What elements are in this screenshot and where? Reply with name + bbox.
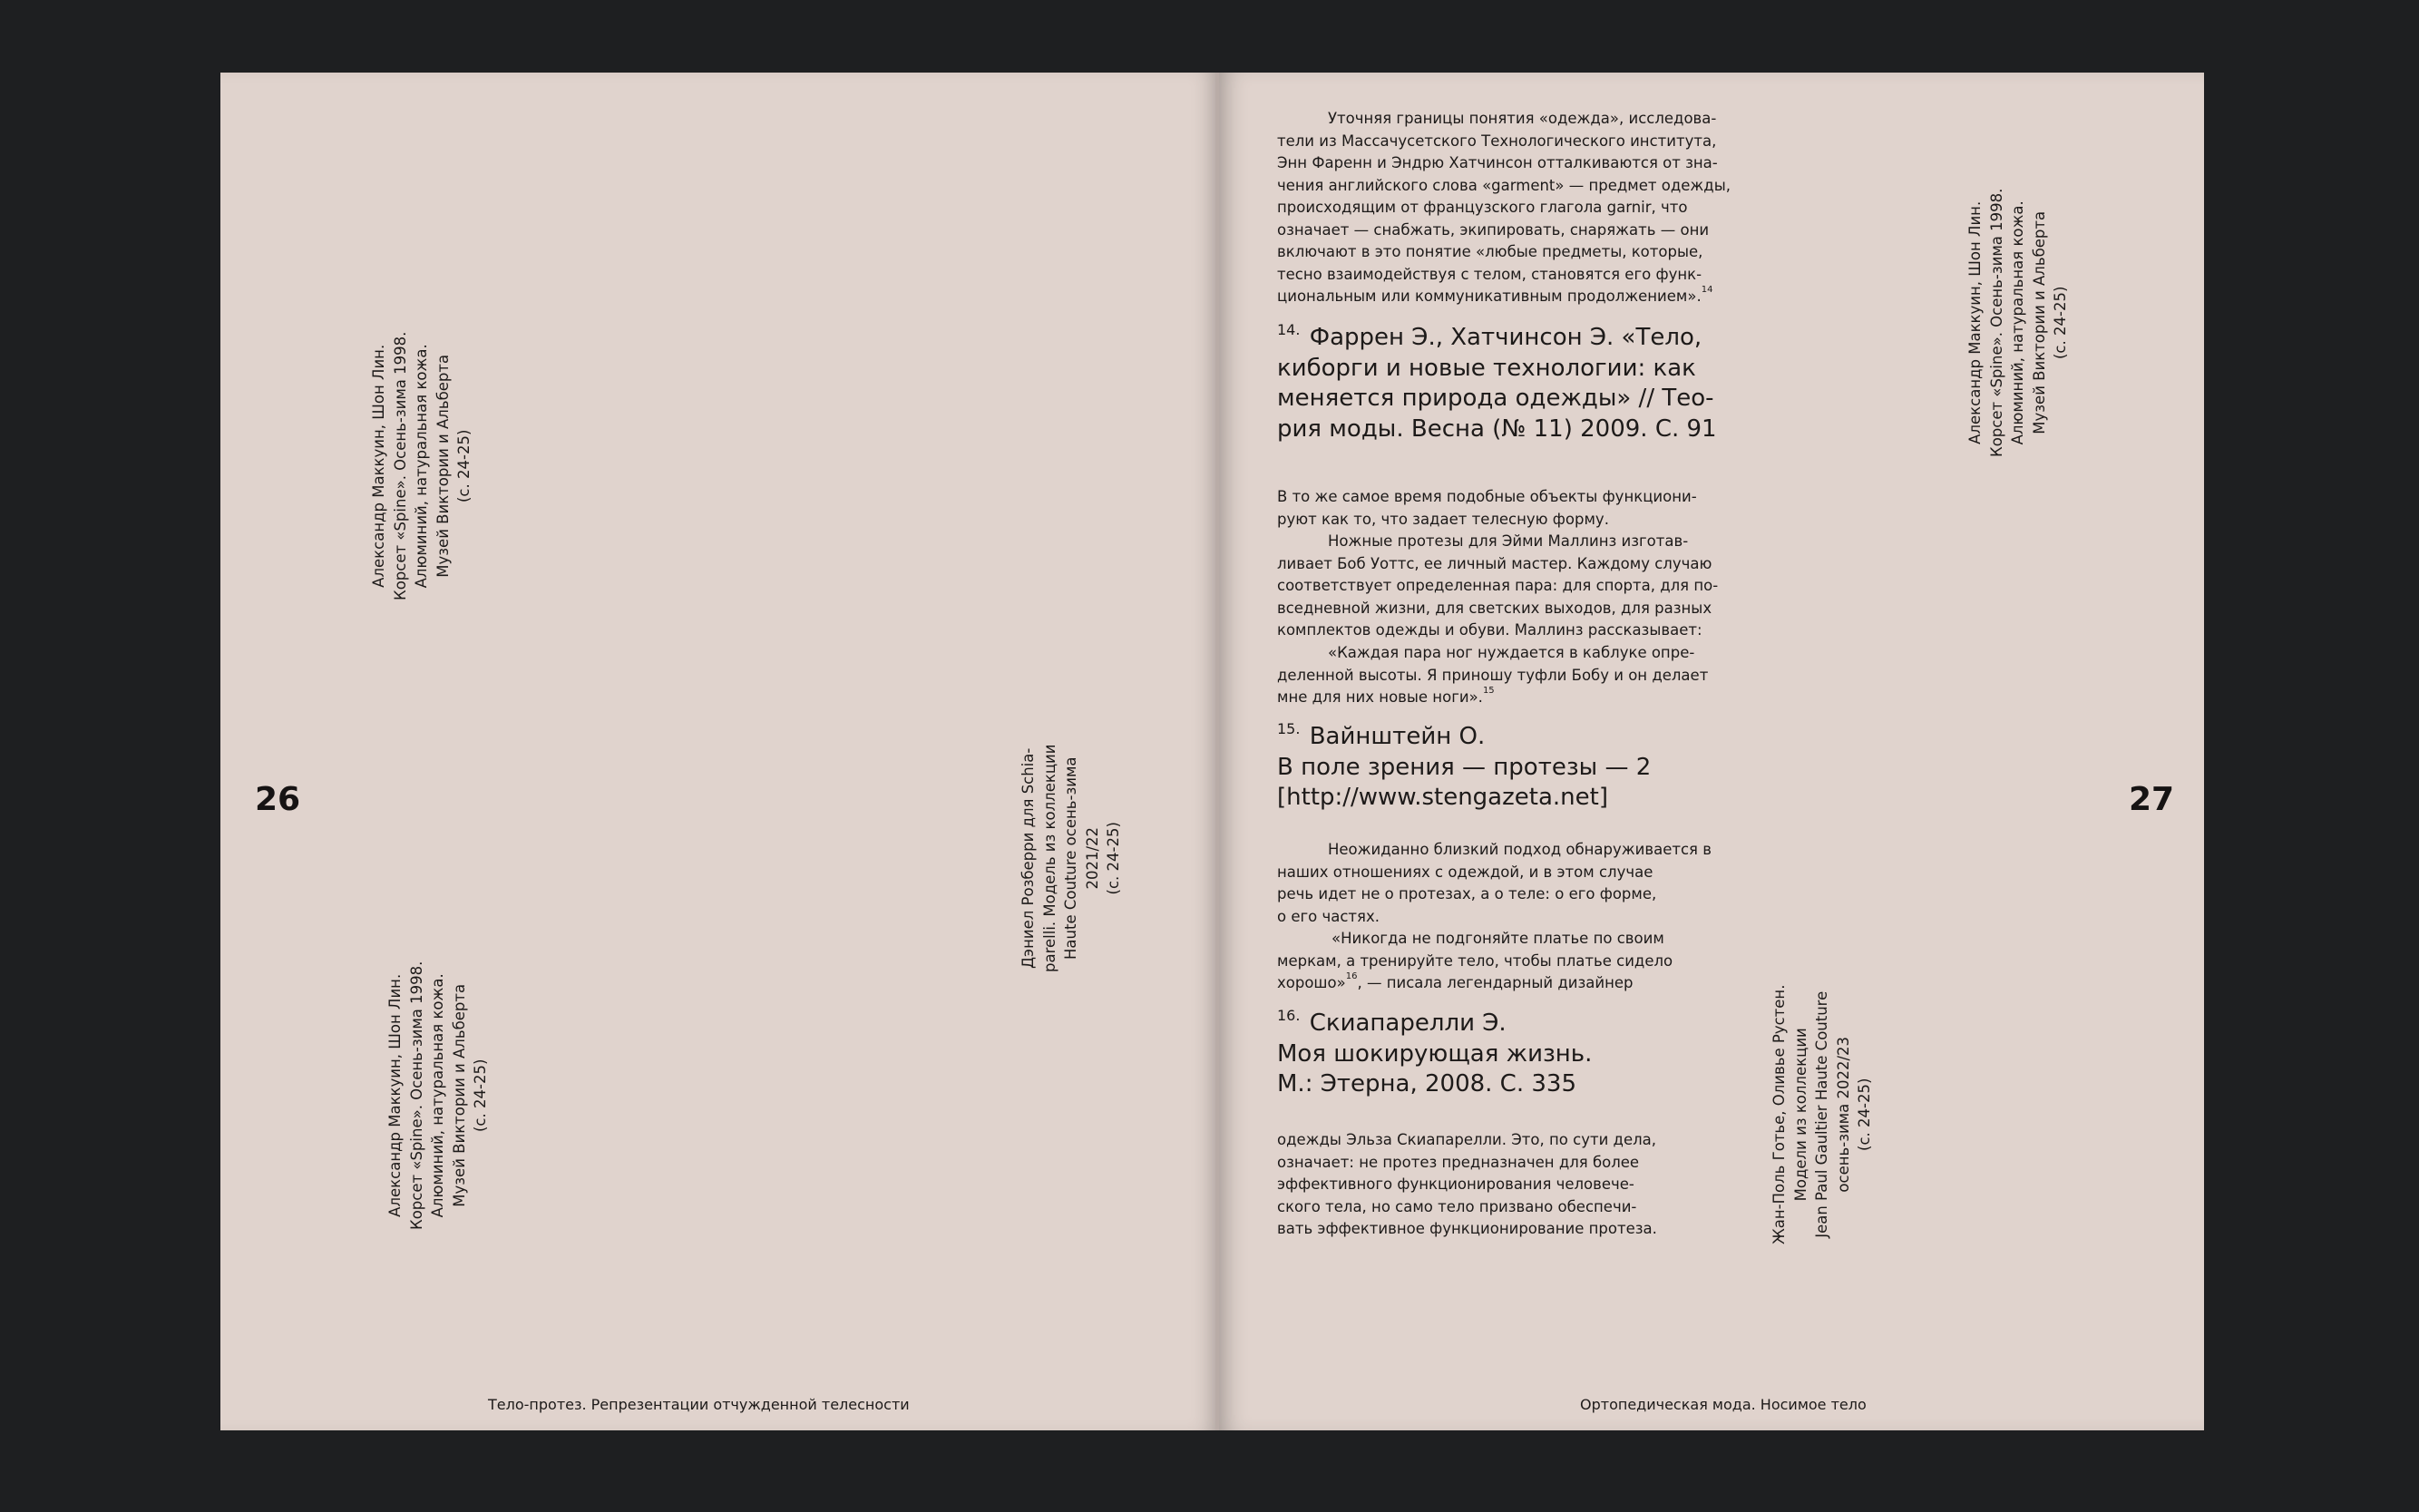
caption-left-bottom: Александр Маккуин, Шон Лин. Корсет «Spine». Осень-зима 1998. Алюминий, натуральная кожа. Музей Виктории и Альберта (с. 24-25) [386, 961, 489, 1230]
paragraph-1: Уточняя границы понятия «одежда», исследова- тели из Массачусетского Технологического института, Энн Фаренн и Эндрю Хатчинсон отталкиваются от зна- чения английского слова «garment» — предмет одежды, происходящим от французского глагола garnir, что означает — снабжать, экипировать, снаряжать — они включают в это понятие «любые предметы, которые, тесно взаимодействуя с телом, становятся его функ- циональным или коммуникативным продолжением».$^{14}$ [1277, 110, 1731, 305]
footer-right: Ортопедическая мода. Носимое тело [1580, 1396, 1867, 1413]
footer-left: Тело-протез. Репрезентации отчужденной телесности [488, 1396, 910, 1413]
footnote-ref-14: 14 [1701, 285, 1713, 295]
page-number-right: 27 [2129, 781, 2175, 818]
page-number-left: 26 [255, 781, 301, 818]
caption-right-bottom: Жан-Поль Готье, Оливье Рустен. Модели из коллекции Jean Paul Gaultier Haute Couture осень-зима 2022/23 (с. 24-25) [1770, 984, 1873, 1244]
footnote-16: $^{16.}$ Скиапарелли Э. Моя шокирующая жизнь. М.: Этерна, 2008. С. 335 [1277, 1007, 1593, 1097]
footnote-14: $^{14.}$ Фаррен Э., Хатчинсон Э. «Тело, киборги и новые технологии: как меняется природа одежды» // Тео- рия моды. Весна (№ 11) 2009. С. 91 [1277, 321, 1717, 443]
caption-left-top: Александр Маккуин, Шон Лин. Корсет «Spine». Осень-зима 1998. Алюминий, натуральная кожа. Музей Виктории и Альберта (с. 24-25) [370, 331, 473, 600]
paragraph-5: Неожиданно близкий подход обнаруживается в наших отношениях с одеждой, и в этом случае речь идет не о протезах, а о теле: о его форме, о его частях. [1277, 841, 1712, 925]
paragraph-2: В то же самое время подобные объекты функциони- руют как то, что задает телесную форму. [1277, 488, 1697, 528]
book-gutter [1215, 73, 1219, 1430]
caption-left-middle: Дэниел Розберри для Schia- parelli. Модель из коллекции Haute Couture осень-зима 2021/22 (с. 24-25) [1019, 744, 1122, 972]
paragraph-4: «Каждая пара ног нуждается в каблуке опре- деленной высоты. Я приношу туфли Бобу и он делает мне для них новые ноги».$^{15}$ [1277, 644, 1709, 706]
footnote-ref-16: 16 [1345, 971, 1358, 981]
paragraph-7: одежды Эльза Скиапарелли. Это, по сути дела, означает: не протез предназначен для более эффективного функционирования человече- ского тела, но само тело призвано обеспечи- вать эффективное функционирование протеза. [1277, 1131, 1657, 1237]
paragraph-6: «Никогда не подгоняйте платье по своим меркам, а тренируйте тело, чтобы платье сидело хорошо»$^{16}$, — писала легендарный дизайнер [1277, 930, 1673, 991]
footnote-ref-15: 15 [1482, 686, 1495, 696]
footnote-15: $^{15.}$ Вайнштейн О. В поле зрения — протезы — 2 [http://www.stengazeta.net] [1277, 720, 1652, 811]
caption-right-top: Александр Маккуин, Шон Лин. Корсет «Spine». Осень-зима 1998. Алюминий, натуральная кожа. Музей Виктории и Альберта (с. 24-25) [1966, 188, 2069, 457]
paragraph-3: Ножные протезы для Эйми Маллинз изготав- ливает Боб Уоттс, ее личный мастер. Каждому случаю соответствует определенная пара: для спорта, для по- вседневной жизни, для светских выходов, для разных комплектов одежды и обуви. Маллинз рассказывает: [1277, 532, 1719, 639]
